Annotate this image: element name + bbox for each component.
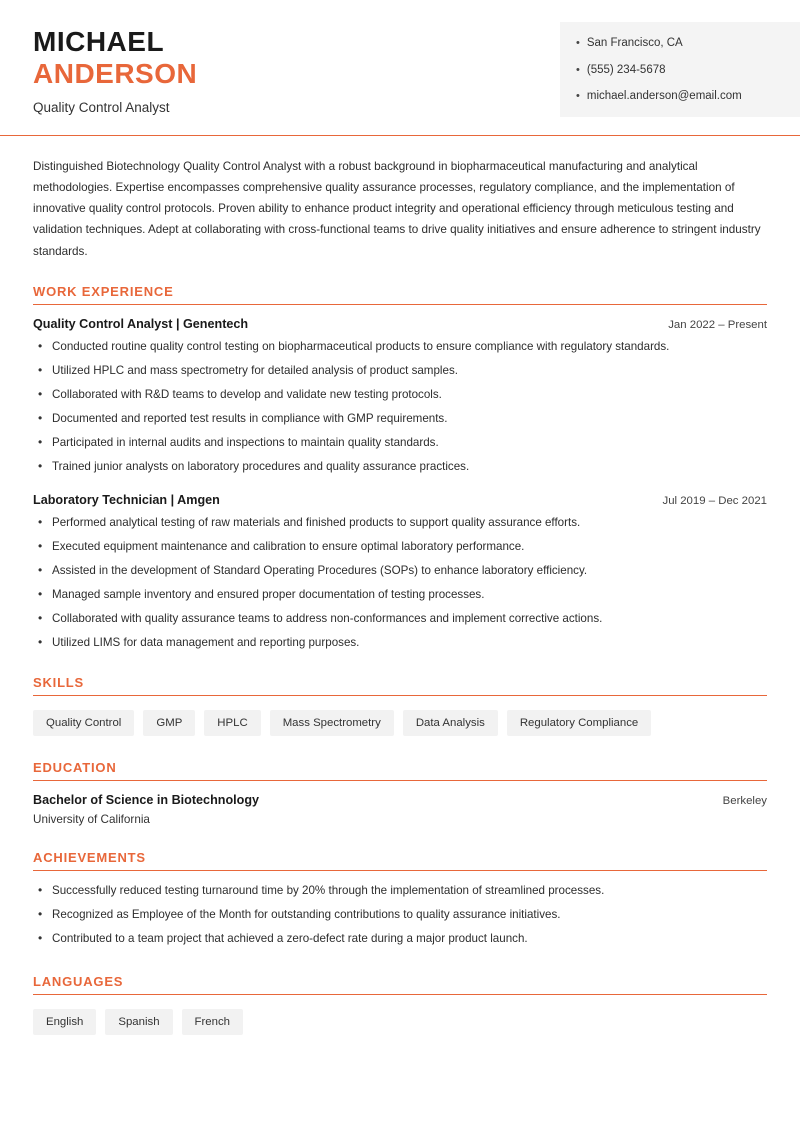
- section-divider: [33, 780, 767, 781]
- contact-location: [576, 36, 786, 52]
- list-item: • Collaborated with quality assurance teams to address non-conformances and implement corrective actions.: [33, 611, 767, 627]
- work-entry-header: [33, 317, 767, 331]
- last-name: ANDERSON: [33, 58, 198, 90]
- list-item: • Recognized as Employee of the Month for outstanding contributions to quality assurance initiatives.: [33, 907, 767, 923]
- list-item: • Performed analytical testing of raw materials and finished products to support quality assurance efforts.: [33, 515, 767, 531]
- skills-list: [33, 708, 767, 736]
- contact-box: [560, 22, 800, 117]
- list-item: • Utilized LIMS for data management and reporting purposes.: [33, 635, 767, 651]
- resume-header: [0, 0, 800, 117]
- page-bottom-spacer: [33, 1035, 767, 1105]
- bullet-icon: •: [576, 37, 580, 49]
- list-item: • Participated in internal audits and inspections to maintain quality standards.: [33, 435, 767, 451]
- resume-body: [0, 136, 800, 1105]
- skill-chip: Quality Control: [33, 710, 134, 736]
- section-divider: [33, 695, 767, 696]
- contact-email[interactable]: [576, 89, 786, 105]
- work-entry: [33, 493, 767, 651]
- list-item: • Successfully reduced testing turnaround time by 20% through the implementation of streamlined processes.: [33, 883, 767, 899]
- work-entry-title: Laboratory Technician | Amgen: [33, 493, 220, 508]
- work-entry-title: Quality Control Analyst | Genentech: [33, 317, 249, 332]
- list-item: • Documented and reported test results in compliance with GMP requirements.: [33, 411, 767, 427]
- first-name: MICHAEL: [33, 26, 165, 57]
- education-institution: University of California: [33, 813, 150, 827]
- section-education: [33, 760, 767, 826]
- bullet-icon: •: [576, 63, 580, 76]
- achievements-list: [33, 883, 767, 947]
- list-item: • Managed sample inventory and ensured proper documentation of testing processes.: [33, 587, 767, 603]
- section-divider: [33, 870, 767, 871]
- section-title-skills: SKILLS: [33, 675, 85, 691]
- language-chip: French: [182, 1009, 243, 1035]
- section-achievements: [33, 850, 767, 947]
- language-chip: Spanish: [105, 1009, 172, 1035]
- job-title: Quality Control Analyst: [33, 99, 170, 115]
- list-item: • Collaborated with R&D teams to develop and validate new testing protocols.: [33, 387, 767, 403]
- work-entry-date: Jul 2019 – Dec 2021: [662, 495, 767, 508]
- work-entry-header: [33, 493, 767, 507]
- contact-phone: [576, 63, 786, 79]
- section-title-education: EDUCATION: [33, 760, 117, 776]
- section-title-work-experience: WORK EXPERIENCE: [33, 284, 174, 300]
- contact-email-text: michael.anderson@email.com: [586, 90, 742, 103]
- section-title-languages: LANGUAGES: [33, 973, 124, 989]
- contact-location-text: San Francisco, CA: [586, 37, 683, 49]
- list-item: • Trained junior analysts on laboratory procedures and quality assurance practices.: [33, 459, 767, 475]
- bullet-icon: •: [576, 90, 580, 103]
- skill-chip: Regulatory Compliance: [507, 710, 651, 736]
- section-title-achievements: ACHIEVEMENTS: [33, 850, 146, 866]
- list-item: • Executed equipment maintenance and calibration to ensure optimal laboratory performance.: [33, 539, 767, 555]
- work-entry: [33, 317, 767, 475]
- section-divider: [33, 994, 767, 995]
- header-identity: [0, 22, 197, 115]
- work-entry-bullets: [33, 515, 767, 651]
- skill-chip: Mass Spectrometry: [270, 710, 394, 736]
- education-location: Berkeley: [722, 795, 767, 808]
- list-item: • Contributed to a team project that achieved a zero-defect rate during a major product launch.: [33, 931, 767, 947]
- professional-summary: Distinguished Biotechnology Quality Control Analyst with a robust background in biopharmaceutical manufacturing and analytical methodologies. Expertise encompasses comprehensive quality assurance processes, regulatory compliance, and the implementation of innovative quality control protocols. Proven ability to enhance product integrity and operational efficiency through meticulous testing and validation techniques. Adept at collaborating with cross-functional teams to drive quality initiatives and ensure adherence to stringent industry standards.: [33, 159, 761, 258]
- education-entry-header: [33, 793, 767, 807]
- work-entry-bullets: [33, 339, 767, 475]
- list-item: • Utilized HPLC and mass spectrometry for detailed analysis of product samples.: [33, 363, 767, 379]
- languages-list: [33, 1007, 767, 1035]
- skill-chip: GMP: [143, 710, 195, 736]
- skill-chip: HPLC: [204, 710, 260, 736]
- section-skills: [33, 675, 767, 736]
- education-degree: Bachelor of Science in Biotechnology: [33, 793, 260, 808]
- list-item: • Assisted in the development of Standard Operating Procedures (SOPs) to enhance laboratory efficiency.: [33, 563, 767, 579]
- section-work-experience: [33, 284, 767, 651]
- list-item: • Conducted routine quality control testing on biopharmaceutical products to ensure compliance with regulatory standards.: [33, 339, 767, 355]
- section-languages: [33, 974, 767, 1035]
- skill-chip: Data Analysis: [403, 710, 498, 736]
- education-entry: [33, 793, 767, 826]
- section-divider: [33, 304, 767, 305]
- work-entry-date: Jan 2022 – Present: [668, 319, 767, 332]
- language-chip: English: [33, 1009, 96, 1035]
- contact-phone-text: (555) 234-5678: [586, 63, 666, 76]
